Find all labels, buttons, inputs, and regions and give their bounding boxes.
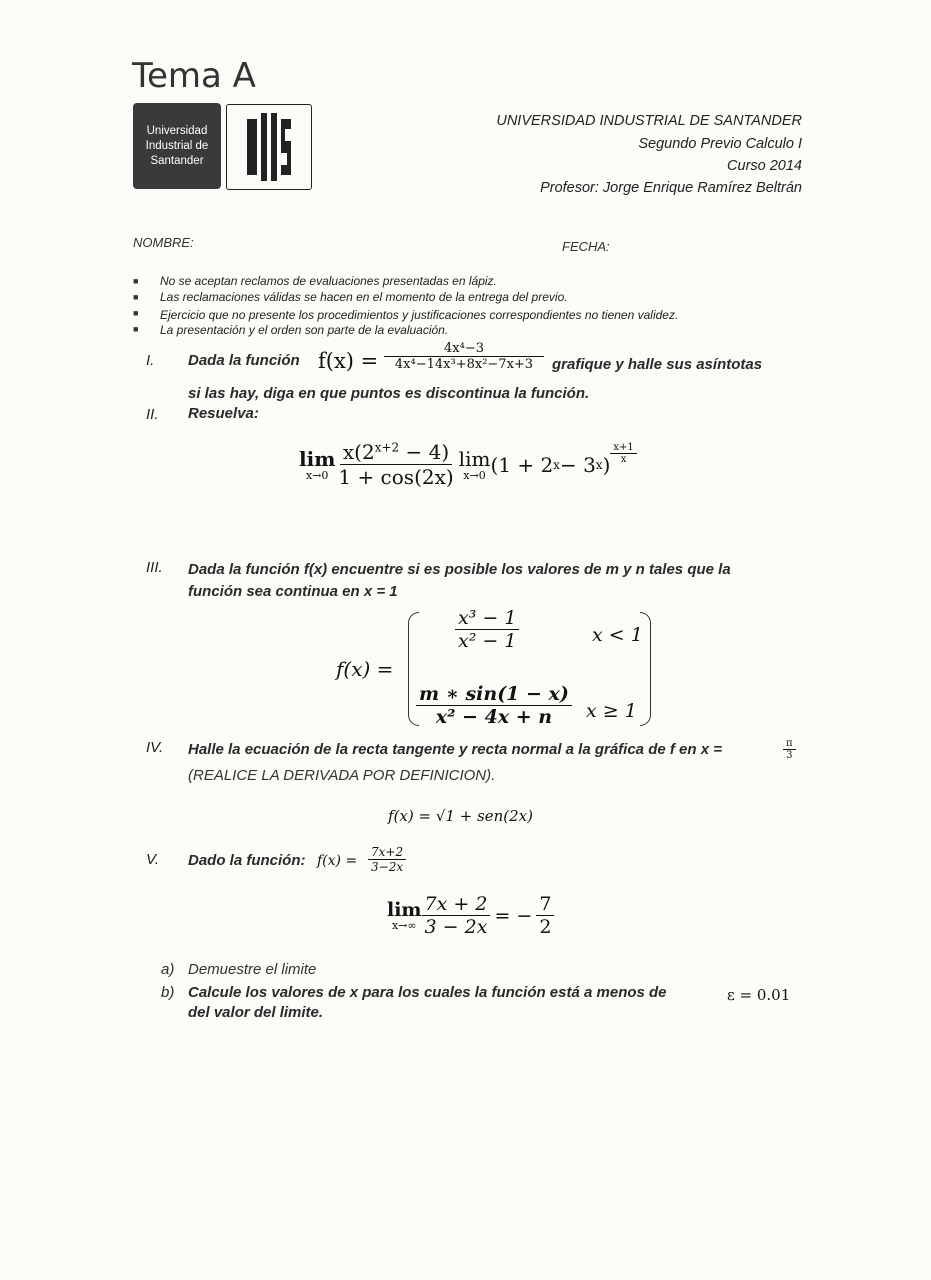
lim-subscript: x→0 [463,469,486,482]
problem-number: II. [146,406,159,423]
uis-emblem-icon [227,105,311,189]
problem-3-line2: función sea continua en x = 1 [188,583,398,600]
date-field-label: FECHA: [562,239,610,254]
numerator-part: x(2 [342,440,375,464]
problem-number: I. [146,352,155,369]
denominator: x [620,454,627,465]
professor-name: Profesor: Jorge Enrique Ramírez Beltrán [540,180,802,196]
problem-1-tail: grafique y halle sus asíntotas [552,356,763,373]
case-1-condition: x < 1 [592,624,643,646]
power-fraction [610,442,636,465]
numerator: 7 [536,893,554,916]
denominator: x² − 1 [458,630,517,652]
problem-number: IV. [146,739,164,756]
part-b-label: b) [161,984,175,1001]
logo-line: Santander [150,154,204,167]
lim-text: lim [299,447,336,471]
numerator: m ∗ sin(1 − x) [416,683,572,706]
denominator: 4x⁴−14x³+8x²−7x+3 [394,357,534,372]
exponent: x [595,457,603,472]
rule-item: La presentación y el orden son parte de la evaluación. [160,323,449,337]
university-logo-text [133,103,221,189]
denominator: 3−2x [371,860,404,874]
problem-2-text: Resuelva: [188,405,259,422]
problem-1-lead: Dada la función [188,352,300,369]
numerator: 4x⁴−3 [384,341,544,357]
denominator: 3 − 2x [424,916,488,938]
equals-sign: = − [494,904,533,927]
bullet: ■ [133,276,139,286]
problem-5-function-fraction [368,845,406,874]
problem-5-lead: Dado la función: [188,852,306,869]
expr-part: − 3 [559,452,596,477]
university-name: UNIVERSIDAD INDUSTRIAL DE SANTANDER [496,113,802,129]
lim-subscript: x→0 [305,469,329,482]
denominator: 3 [786,750,793,761]
limit-operator [459,447,491,482]
course-year: Curso 2014 [727,158,802,174]
expr-part: (1 + 2 [490,452,554,477]
limit-fraction [422,893,491,938]
problem-2-expression [299,440,637,489]
exam-title: Segundo Previo Calculo I [638,136,802,152]
expr-part: ) [602,452,611,477]
logo-line: Universidad [146,124,208,137]
exponent: x [553,457,560,472]
problem-5-limit [387,893,554,938]
problem-1-fraction [384,341,544,372]
numerator: 7x + 2 [422,893,491,916]
numerator: 7x+2 [368,845,406,860]
problem-1-function-name: f(x) = [318,349,379,373]
x-value-fraction [783,738,796,761]
name-field-label: NOMBRE: [133,235,194,250]
case-2-condition: x ≥ 1 [586,700,637,722]
limit-fraction [335,440,456,489]
piecewise-function-name: f(x) = [336,657,394,681]
problem-4-function: f(x) = √1 + sen(2x) [388,807,533,825]
problem-3-line1: Dada la función f(x) encuentre si es posible los valores de m y n tales que la [188,561,731,578]
part-a-text: Demuestre el limite [188,961,317,978]
problem-number: III. [146,559,163,576]
bullet: ■ [133,324,139,334]
bullet: ■ [133,292,139,302]
uis-emblem [226,104,312,190]
rule-item: Ejercicio que no presente los procedimientos y justificaciones correspondientes no tienen validez. [160,308,679,322]
denominator: x² − 4x + n [435,706,553,728]
numerator: x³ − 1 [455,607,519,630]
limit-operator [299,447,335,482]
logo-line: Industrial de [145,139,209,152]
numerator: π [783,738,796,750]
problem-number: V. [146,851,160,868]
part-b-text: Calcule los valores de x para los cuales la función está a menos de [188,984,667,1001]
epsilon-value: ε = 0.01 [727,986,791,1004]
lim-text: lim [387,899,422,921]
problem-1-line2: si las hay, diga en que puntos es discontinua la función. [188,385,590,402]
exponent: x+2 [374,440,400,455]
exam-version-title: Tema A [132,56,256,96]
rule-item: Las reclamaciones válidas se hacen en el momento de la entrega del previo. [160,290,568,304]
denominator: 2 [539,916,552,938]
lim-subscript: x→∞ [391,919,417,932]
part-a-label: a) [161,961,175,978]
lim-text: lim [458,447,491,471]
numerator: x+1 [610,442,636,454]
limit-operator [387,899,422,932]
problem-4-line1: Halle la ecuación de la recta tangente y recta normal a la gráfica de f en x = [188,741,722,758]
numerator-end: − 4) [399,440,450,464]
result-fraction [536,893,554,938]
case-1-fraction [455,607,519,652]
problem-5-function-name: f(x) = [317,853,358,869]
problem-4-line2: (REALICE LA DERIVADA POR DEFINICION). [188,767,496,784]
part-b-line2: del valor del limite. [188,1004,324,1021]
denominator: 1 + cos(2x) [338,465,454,489]
rule-item: No se aceptan reclamos de evaluaciones presentadas en lápiz. [160,274,497,288]
bullet: ■ [133,308,139,318]
case-2-fraction [416,683,572,728]
